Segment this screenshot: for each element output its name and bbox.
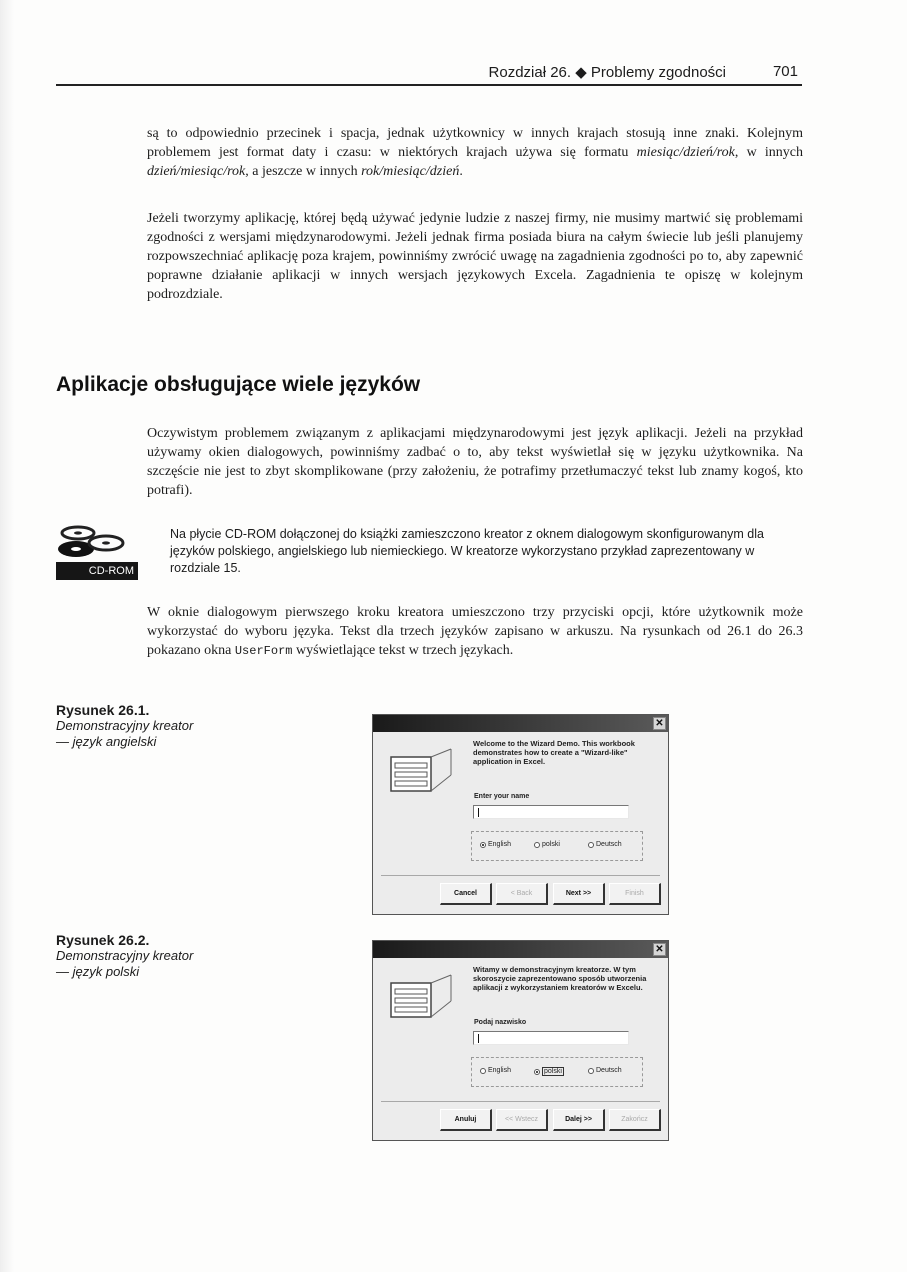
paragraph-text: , w innych bbox=[734, 145, 803, 160]
figure-number: Rysunek 26.2. bbox=[56, 932, 150, 948]
running-head bbox=[56, 58, 802, 86]
radio-english[interactable] bbox=[480, 1067, 511, 1074]
paragraph-text: W oknie dialogowym pierwszego kroku kreatora umieszczono trzy przyciski opcji, które użytkownik może wykorzystać do wyboru języka. Tekst dla trzech języków zapisano w arkuszu. Na rysunkach od 26.1 do 26.3 pokazano okna bbox=[147, 605, 803, 658]
cancel-button[interactable]: Anuluj bbox=[440, 1109, 492, 1131]
next-button[interactable]: Next >> bbox=[553, 883, 605, 905]
figure-caption-line: — język angielski bbox=[56, 734, 157, 749]
radio-english[interactable] bbox=[480, 841, 511, 848]
radio-polski[interactable] bbox=[534, 841, 560, 848]
cd-rom-note: Na płycie CD-ROM dołączonej do książki zamieszczono kreator z oknem dialogowym skonfigurowanym dla języków polskiego, angielskiego lub niemieckiego. W kreatorze wykorzystano przykład zaprezentowany w rozdziale 15. bbox=[170, 527, 764, 575]
wizard-illustration-icon bbox=[387, 971, 459, 1026]
scan-edge bbox=[0, 0, 14, 1272]
dialog-title-bar bbox=[373, 715, 668, 732]
radio-deutsch[interactable] bbox=[588, 1067, 622, 1074]
close-icon[interactable]: ✕ bbox=[653, 943, 666, 956]
section-heading: Aplikacje obsługujące wiele języków bbox=[56, 373, 421, 396]
dialog-title-bar bbox=[373, 941, 668, 958]
cd-rom-badge: CD-ROM bbox=[56, 562, 138, 580]
back-button[interactable]: < Back bbox=[496, 883, 548, 905]
code-userform: UserForm bbox=[234, 644, 293, 658]
language-options-frame bbox=[471, 1057, 643, 1087]
radio-dot bbox=[588, 842, 594, 848]
paragraph-text: . bbox=[459, 164, 463, 179]
cancel-button[interactable]: Cancel bbox=[440, 883, 492, 905]
figure-caption-26-2 bbox=[56, 932, 193, 980]
paragraph-text: wyświetlające tekst w trzech językach. bbox=[292, 643, 514, 658]
paragraph-date-formats bbox=[147, 124, 803, 181]
language-options-frame bbox=[471, 831, 643, 861]
wizard-illustration-icon bbox=[387, 745, 459, 800]
page-number: 701 bbox=[772, 63, 798, 80]
name-field-label: Enter your name bbox=[474, 793, 530, 800]
paragraph-app-language: Oczywistym problemem związanym z aplikacjami międzynarodowymi jest język aplikacji. Jeżeli na przykład używamy okien dialogowych, powinniśmy zadbać o to, aby tekst wyświetlał się w języku użytkownika. Na szczęście nie jest to zbyt skomplikowane (przy założeniu, że potrafimy przetłumaczyć tekst lub znamy kogoś, kto potrafi). bbox=[147, 426, 803, 498]
finish-button[interactable]: Zakończ bbox=[609, 1109, 661, 1131]
figure-caption-line: Demonstracyjny kreator bbox=[56, 718, 194, 733]
date-format-dmy: dzień/miesiąc/rok bbox=[147, 164, 246, 179]
paragraph-compatibility: Jeżeli tworzymy aplikację, której będą używać jedynie ludzie z naszej firmy, nie musimy martwić się problemami zgodności z wersjami międzynarodowymi. Jeżeli jednak firma posiada biura na całym świecie lub jeśli planujemy rozpowszechniać aplikację poza krajem, powinniśmy zwrócić uwagę na zagadnienia zgodności po to, aby zapewnić poprawne działanie aplikacji w innych wersjach językowych Excela. Zagadnienia te opiszę w kolejnym podrozdziale. bbox=[147, 211, 803, 302]
radio-dot bbox=[534, 842, 540, 848]
radio-deutsch[interactable] bbox=[588, 841, 622, 848]
radio-polski[interactable] bbox=[534, 1067, 564, 1076]
radio-label: Deutsch bbox=[596, 841, 622, 848]
back-button[interactable]: << Wstecz bbox=[496, 1109, 548, 1131]
figure-caption-line: Demonstracyjny kreator bbox=[56, 948, 194, 963]
date-format-mdy: miesiąc/dzień/rok bbox=[636, 145, 735, 160]
chapter-title: Rozdział 26. ◆ Problemy zgodności bbox=[488, 64, 726, 81]
text-caret bbox=[478, 808, 479, 817]
wizard-dialog-english bbox=[372, 714, 669, 915]
name-field-label: Podaj nazwisko bbox=[474, 1019, 527, 1026]
dialog-separator bbox=[381, 875, 660, 876]
dialog-separator bbox=[381, 1101, 660, 1102]
radio-dot bbox=[534, 1069, 540, 1075]
text-caret bbox=[478, 1034, 479, 1043]
dialog-intro-text: Welcome to the Wizard Demo. This workbook demonstrates how to create a "Wizard-like" application in Excel. bbox=[473, 739, 635, 766]
figure-number: Rysunek 26.1. bbox=[56, 702, 150, 718]
radio-dot bbox=[480, 1068, 486, 1074]
radio-label: polski bbox=[544, 1068, 562, 1075]
figure-caption-line: — język polski bbox=[56, 964, 140, 979]
next-button[interactable]: Dalej >> bbox=[553, 1109, 605, 1131]
name-input[interactable] bbox=[473, 805, 629, 819]
paragraph-text: są to odpowiednio przecinek i spacja, jednak użytkownicy w innych krajach stosują inne znaki. Kolejnym problemem jest format daty i czasu: w niektórych krajach używa się formatu bbox=[147, 126, 803, 160]
radio-label: English bbox=[488, 1067, 511, 1074]
wizard-dialog-polish bbox=[372, 940, 669, 1141]
close-icon[interactable]: ✕ bbox=[653, 717, 666, 730]
radio-label: English bbox=[488, 841, 511, 848]
figure-caption-26-1 bbox=[56, 702, 193, 750]
paragraph-text: , a jeszcze w innych bbox=[245, 164, 362, 179]
finish-button[interactable]: Finish bbox=[609, 883, 661, 905]
dialog-intro-text: Witamy w demonstracyjnym kreatorze. W tym skoroszycie zaprezentowano sposób utworzenia aplikacji z wykorzystaniem kreatorów w Excelu. bbox=[473, 965, 647, 992]
radio-dot bbox=[588, 1068, 594, 1074]
radio-dot bbox=[480, 842, 486, 848]
radio-label: Deutsch bbox=[596, 1067, 622, 1074]
radio-label: polski bbox=[542, 841, 560, 848]
date-format-ymd: rok/miesiąc/dzień bbox=[361, 164, 460, 179]
name-input[interactable] bbox=[473, 1031, 629, 1045]
paragraph-userform bbox=[147, 603, 803, 661]
